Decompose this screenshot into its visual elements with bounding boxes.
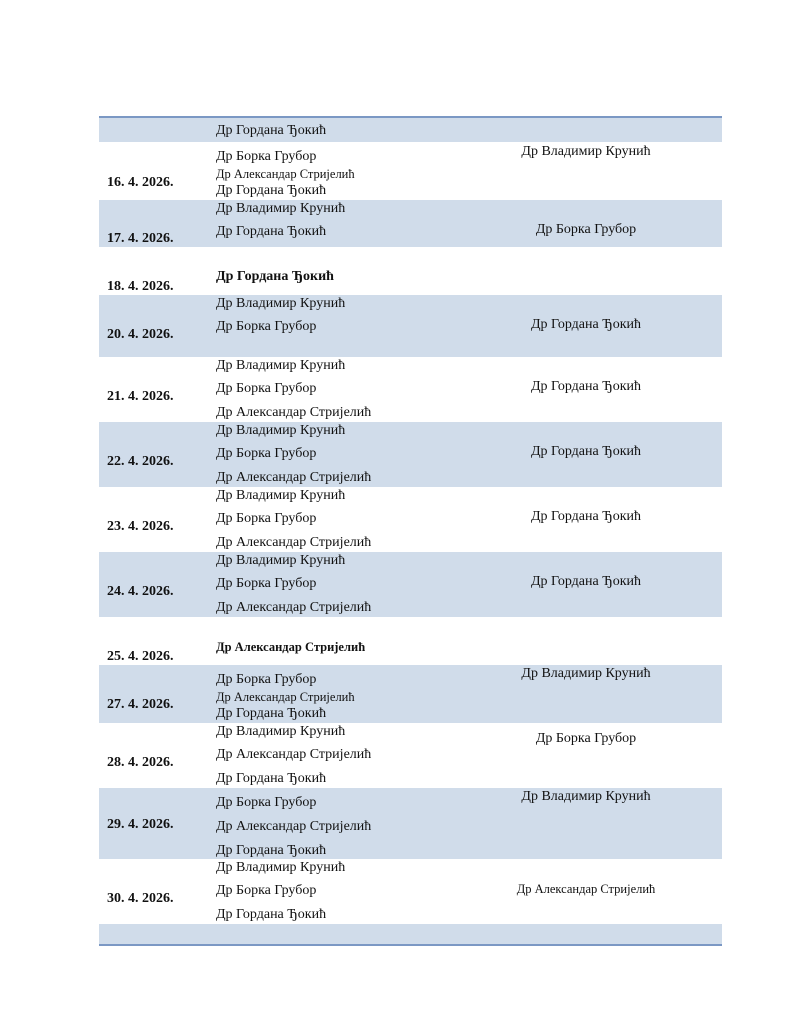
table-row bbox=[99, 924, 722, 944]
names-cell bbox=[206, 357, 450, 422]
doctor-name: Др Гордана Ђокић bbox=[530, 574, 642, 589]
names-cell bbox=[206, 723, 450, 788]
date-cell bbox=[99, 665, 206, 723]
date-cell bbox=[99, 142, 206, 200]
doctor-name: Др Гордана Ђокић bbox=[530, 379, 642, 394]
date-cell bbox=[99, 723, 206, 788]
date-label: 27. 4. 2026. bbox=[107, 697, 174, 712]
doctor-name: Др Владимир Крунић bbox=[521, 144, 651, 159]
doctor-name: Др Гордана Ђокић bbox=[216, 224, 327, 239]
doctor-name: Др Владимир Крунић bbox=[216, 860, 346, 875]
doctor-name: Др Владимир Крунић bbox=[521, 789, 651, 804]
table-row bbox=[99, 788, 722, 859]
right-cell bbox=[450, 247, 722, 295]
date-label: 21. 4. 2026. bbox=[107, 389, 174, 404]
names-cell bbox=[206, 788, 450, 859]
right-cell bbox=[450, 295, 722, 357]
names-cell bbox=[206, 924, 450, 944]
names-cell bbox=[206, 617, 450, 665]
names-cell bbox=[206, 142, 450, 200]
doctor-name: Др Александар Стријелић bbox=[216, 167, 355, 181]
doctor-name: Др Александар Стријелић bbox=[216, 470, 372, 485]
date-cell bbox=[99, 422, 206, 487]
right-cell bbox=[450, 118, 722, 142]
doctor-name: Др Борка Грубор bbox=[216, 576, 317, 591]
doctor-name: Др Александар Стријелић bbox=[516, 882, 656, 896]
doctor-name: Др Гордана Ђокић bbox=[216, 123, 327, 138]
table-row bbox=[99, 118, 722, 142]
names-cell bbox=[206, 422, 450, 487]
doctor-name: Др Борка Грубор bbox=[216, 672, 317, 687]
doctor-name: Др Гордана Ђокић bbox=[216, 183, 327, 198]
doctor-name: Др Гордана Ђокић bbox=[530, 444, 642, 459]
names-cell bbox=[206, 552, 450, 617]
doctor-name: Др Александар Стријелић bbox=[216, 640, 366, 654]
names-cell bbox=[206, 859, 450, 924]
table-row bbox=[99, 552, 722, 617]
names-cell bbox=[206, 247, 450, 295]
doctor-name: Др Борка Грубор bbox=[216, 795, 317, 810]
date-cell bbox=[99, 247, 206, 295]
date-label: 30. 4. 2026. bbox=[107, 891, 174, 906]
right-cell bbox=[450, 723, 722, 788]
table-row bbox=[99, 859, 722, 924]
date-cell bbox=[99, 552, 206, 617]
doctor-name: Др Владимир Крунић bbox=[216, 358, 346, 373]
names-cell bbox=[206, 487, 450, 552]
date-cell bbox=[99, 924, 206, 944]
table-row bbox=[99, 665, 722, 723]
date-label: 23. 4. 2026. bbox=[107, 519, 174, 534]
names-cell bbox=[206, 118, 450, 142]
right-cell bbox=[450, 617, 722, 665]
date-cell bbox=[99, 788, 206, 859]
table-row bbox=[99, 247, 722, 295]
date-cell bbox=[99, 859, 206, 924]
table-row bbox=[99, 357, 722, 422]
doctor-name: Др Борка Грубор bbox=[216, 319, 317, 334]
doctor-name: Др Александар Стријелић bbox=[216, 600, 372, 615]
right-cell bbox=[450, 665, 722, 723]
doctor-name: Др Владимир Крунић bbox=[216, 296, 346, 311]
date-label: 18. 4. 2026. bbox=[107, 279, 174, 294]
date-label: 29. 4. 2026. bbox=[107, 817, 174, 832]
right-cell bbox=[450, 142, 722, 200]
table-row bbox=[99, 487, 722, 552]
doctor-name: Др Александар Стријелић bbox=[216, 747, 372, 762]
doctor-name: Др Борка Грубор bbox=[535, 731, 637, 746]
doctor-name: Др Владимир Крунић bbox=[216, 553, 346, 568]
doctor-name: Др Гордана Ђокић bbox=[216, 706, 327, 721]
date-cell bbox=[99, 118, 206, 142]
names-cell bbox=[206, 295, 450, 357]
doctor-name: Др Владимир Крунић bbox=[521, 666, 651, 681]
date-cell bbox=[99, 617, 206, 665]
doctor-name: Др Гордана Ђокић bbox=[216, 843, 327, 858]
right-cell bbox=[450, 788, 722, 859]
doctor-name: Др Гордана Ђокић bbox=[530, 317, 642, 332]
date-label: 16. 4. 2026. bbox=[107, 175, 174, 190]
doctor-name: Др Владимир Крунић bbox=[216, 724, 346, 739]
date-cell bbox=[99, 295, 206, 357]
table-row bbox=[99, 617, 722, 665]
doctor-name: Др Гордана Ђокић bbox=[216, 269, 334, 284]
doctor-name: Др Александар Стријелић bbox=[216, 405, 372, 420]
doctor-name: Др Борка Грубор bbox=[216, 149, 317, 164]
doctor-name: Др Владимир Крунић bbox=[216, 488, 346, 503]
date-label: 17. 4. 2026. bbox=[107, 231, 174, 246]
right-cell bbox=[450, 552, 722, 617]
table-row bbox=[99, 723, 722, 788]
names-cell bbox=[206, 665, 450, 723]
table-row bbox=[99, 422, 722, 487]
doctor-name: Др Борка Грубор bbox=[535, 222, 637, 237]
date-cell bbox=[99, 357, 206, 422]
doctor-name: Др Гордана Ђокић bbox=[216, 771, 327, 786]
doctor-name: Др Владимир Крунић bbox=[216, 201, 346, 216]
doctor-name: Др Гордана Ђокић bbox=[530, 509, 642, 524]
schedule-table bbox=[99, 116, 722, 946]
date-cell bbox=[99, 487, 206, 552]
doctor-name: Др Борка Грубор bbox=[216, 511, 317, 526]
doctor-name: Др Борка Грубор bbox=[216, 446, 317, 461]
doctor-name: Др Борка Грубор bbox=[216, 883, 317, 898]
date-label: 25. 4. 2026. bbox=[107, 649, 174, 664]
right-cell bbox=[450, 422, 722, 487]
doctor-name: Др Владимир Крунић bbox=[216, 423, 346, 438]
table-row bbox=[99, 295, 722, 357]
right-cell bbox=[450, 924, 722, 944]
table-row bbox=[99, 142, 722, 200]
table-row bbox=[99, 200, 722, 247]
date-label: 28. 4. 2026. bbox=[107, 755, 174, 770]
right-cell bbox=[450, 859, 722, 924]
doctor-name: Др Борка Грубор bbox=[216, 381, 317, 396]
right-cell bbox=[450, 200, 722, 247]
right-cell bbox=[450, 357, 722, 422]
doctor-name: Др Александар Стријелић bbox=[216, 535, 372, 550]
date-label: 20. 4. 2026. bbox=[107, 327, 174, 342]
doctor-name: Др Александар Стријелић bbox=[216, 690, 355, 704]
date-cell bbox=[99, 200, 206, 247]
date-label: 24. 4. 2026. bbox=[107, 584, 174, 599]
names-cell bbox=[206, 200, 450, 247]
doctor-name: Др Александар Стријелић bbox=[216, 819, 372, 834]
date-label: 22. 4. 2026. bbox=[107, 454, 174, 469]
right-cell bbox=[450, 487, 722, 552]
doctor-name: Др Гордана Ђокић bbox=[216, 907, 327, 922]
